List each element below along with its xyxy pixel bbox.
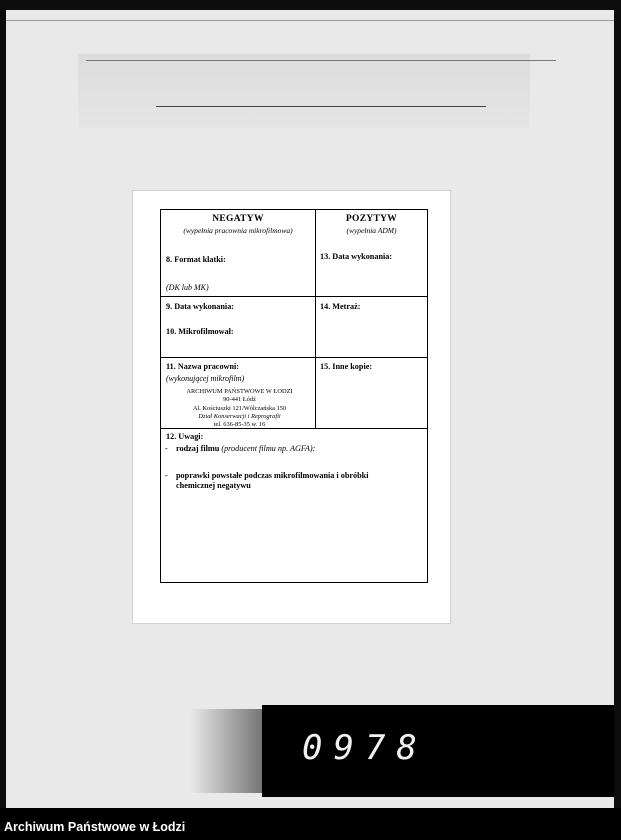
ghost-line: [86, 60, 556, 61]
field-9-label: 9. Data wykonania:: [166, 302, 235, 311]
field-11-label: 11. Nazwa pracowni:: [166, 362, 239, 371]
top-rule: [6, 20, 614, 21]
negatyw-cell: [161, 210, 315, 296]
form-table: [160, 209, 428, 583]
archive-stamp: [167, 388, 312, 429]
remarks-cell: [161, 429, 427, 582]
bullet-dash: -: [165, 444, 168, 453]
remark-1-label: rodzaj filmu: [176, 444, 220, 453]
field-11-note: (wykonującej mikrofilm): [166, 374, 245, 383]
remark-item-2: [165, 471, 415, 495]
ghost-band: [78, 54, 530, 128]
frame-counter: 0978: [302, 728, 428, 768]
field-8-label: 8. Format klatki:: [166, 255, 226, 264]
stamp-line-3: Al. Kościuszki 121/Wólczańska 150: [192, 404, 287, 412]
field-14-label: 14. Metraż:: [320, 302, 361, 311]
stamp-line-4: Dział Konserwacji i Reprografii: [198, 412, 281, 420]
form-paper: [133, 191, 450, 623]
counter-shadow: [190, 709, 270, 793]
remark-1-note: (producent filmu np. AGFA):: [221, 444, 316, 453]
row-11-right: [316, 358, 427, 428]
field-8-note: (DK lub MK): [166, 283, 209, 292]
pozytyw-subtitle: (wypełnia ADM): [346, 226, 397, 235]
stamp-line-2: 90-441 Łódź: [223, 396, 256, 404]
stamp-line-1: ARCHIWUM PAŃSTWOWE W ŁODZI: [186, 388, 293, 395]
row-9-right: [316, 297, 427, 357]
pozytyw-title: POZYTYW: [345, 214, 398, 224]
field-10-label: 10. Mikrofilmował:: [166, 327, 234, 336]
pozytyw-cell: [316, 210, 427, 296]
row-11-left: [161, 358, 315, 428]
field-12-label: 12. Uwagi:: [166, 432, 204, 441]
bullet-dash: -: [165, 471, 168, 480]
remark-2-text: poprawki powstałe podczas mikrofilmowania i obróbki chemicznej negatywu: [176, 471, 369, 490]
remark-item-1: [165, 444, 415, 456]
archive-footer-label: Archiwum Państwowe w Łodzi: [4, 820, 186, 834]
negatyw-title: NEGATYW: [212, 214, 264, 224]
row-9-left: [161, 297, 315, 357]
negatyw-subtitle: (wypełnia pracownia mikrofilmowa): [183, 226, 293, 235]
field-15-label: 15. Inne kopie:: [320, 362, 373, 371]
field-13-label: 13. Data wykonania:: [320, 252, 393, 261]
ghost-line: [156, 106, 486, 107]
stamp-line-5: tel. 636-85-35 w. 16: [213, 421, 266, 429]
